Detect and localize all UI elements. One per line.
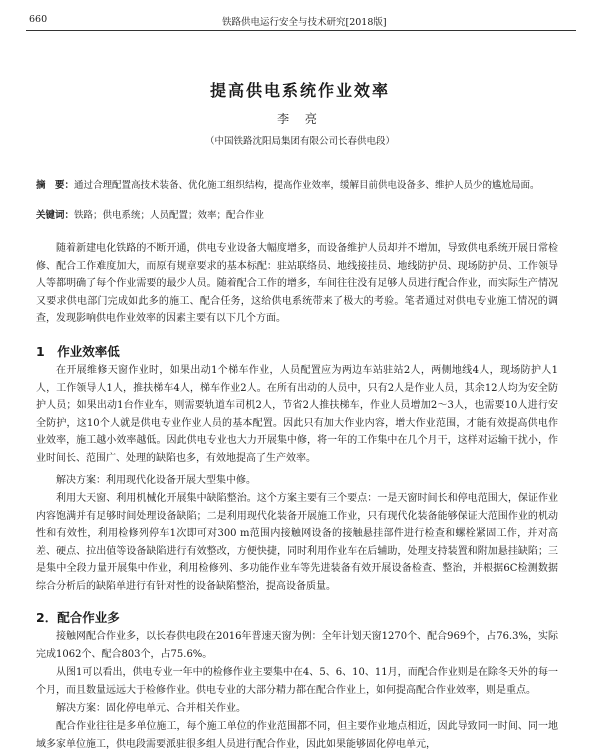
- page-number: 660: [29, 14, 48, 25]
- running-header-journal: 铁路供电运行安全与技术研究[2018版]: [222, 17, 387, 28]
- section2-paragraph-2: 从图1可以看出，供电专业一年中的检修作业主要集中在4、5、6、10、11月，而配合作业则是在除冬天外的每一个月，而且数量远远大于检修作业。供电专业的大部分精力都在配合作业上，如何提高配合作业效率，则是重点。: [36, 667, 558, 696]
- section1-paragraph-2: 利用大天窗、利用机械化开展集中缺陷整治。这个方案主要有三个要点：一是天窗时间长和停电范围大，保证作业内容饱满并有足够时间处理设备缺陷；二是利用现代化装备开展施工作业，只有现代化装备能够保证大范围作业的机动性和有效性，利用检修列停车1次即可对300 m范围内接触网设备的接触悬挂部件进行检查和螺栓紧固工作，并对高差、硬点、拉出值等设备缺陷进行有效整改，方便快捷，同时利用作业车在后辅助，处理支持装置和附加悬挂缺陷；三是集中全段力量开展集中作业，利用检修列、多功能作业车等先进装备有效开展设备检查、整治，并根据6C检测数据综合分析后的缺陷单进行有针对性的设备缺陷整治，提高设备质量。: [36, 493, 558, 592]
- section1-solution: 解决方案：利用现代化设备开展大型集中修。: [56, 475, 256, 486]
- abstract: [36, 178, 556, 193]
- header-rule: [26, 30, 576, 31]
- article-title: 提高供电系统作业效率: [209, 81, 390, 100]
- abstract-label: 摘 要：: [36, 180, 75, 191]
- intro-paragraph: 随着新建电化铁路的不断开通，供电专业设备大幅度增多，而设备维护人员却并不增加，导致供电系统开展日常检修、配合工作难度加大，而原有规章要求的基本标配：驻站联络员、地线接挂员、地线防护员、现场防护员、工作领导人等都明确了每个作业需要的最少人员。随着配合工作的增多，车间往往没有足够人员进行配合作业，而实际生产情况又要求供电部门完成如此多的施工、配合任务，这给供电系统带来了极大的考验。笔者通过对供电专业施工情况的调查，发现影响供电作业效率的因素主要有以下几个方面。: [36, 243, 558, 324]
- author-affiliation: （中国铁路沈阳局集团有限公司长春供电段）: [204, 136, 395, 147]
- section-heading-2: 2．配合作业多: [36, 610, 120, 625]
- section1-paragraph-1: 在开展维修天窗作业时，如果出动1个梯车作业，人员配置应为两边车站驻站2人，两侧地线4人，现场防护人1人，工作领导人1人，推扶梯车4人，梯车作业2人。在所有出动的人员中，只有2人是作业人员，其余12人均为安全防护人员；如果出动1台作业车，则需要轨道车司机2人，节省2人推扶梯车，作业人员增加2～3人，也需要10人进行安全防护，这10个人就是供电专业作业人员的基本配置。因此只有加大作业内容，增大作业范围，才能有效提高供电作业效率，施工越小效率越低。因此供电专业也大力开展集中修，将一年的工作集中在几个月干，这样对运输干扰小，作业时间长、范围广、处理的缺陷也多，有效地提高了生产效率。: [36, 365, 558, 464]
- keywords: [36, 208, 556, 223]
- abstract-text: 通过合理配置高技术装备、优化施工组织结构，提高作业效率，缓解目前供电设备多、维护人员少的尴尬局面。: [74, 180, 540, 191]
- keywords-label: 关键词：: [36, 210, 75, 221]
- section2-paragraph-1: 接触网配合作业多，以长春供电段在2016年普速天窗为例：全年计划天窗1270个、配合969个，占76.3%，实际完成1062个、配合803个，占75.6%。: [36, 631, 558, 660]
- section2-solution: 解决方案：固化停电单元、合并相关作业。: [56, 703, 246, 714]
- section2-paragraph-3: 配合作业往往是多单位施工，每个施工单位的作业范围都不同，但主要作业地点相近，因此导致同一时间、同一地域多家单位施工，供电段需要派驻很多组人员进行配合作业，因此如果能够固化停电单元，: [36, 721, 558, 750]
- keywords-text: 铁路；供电系统；人员配置；效率；配合作业: [74, 210, 265, 221]
- author-name: 李 亮: [277, 112, 323, 126]
- section-heading-1: 1 作业效率低: [36, 344, 120, 359]
